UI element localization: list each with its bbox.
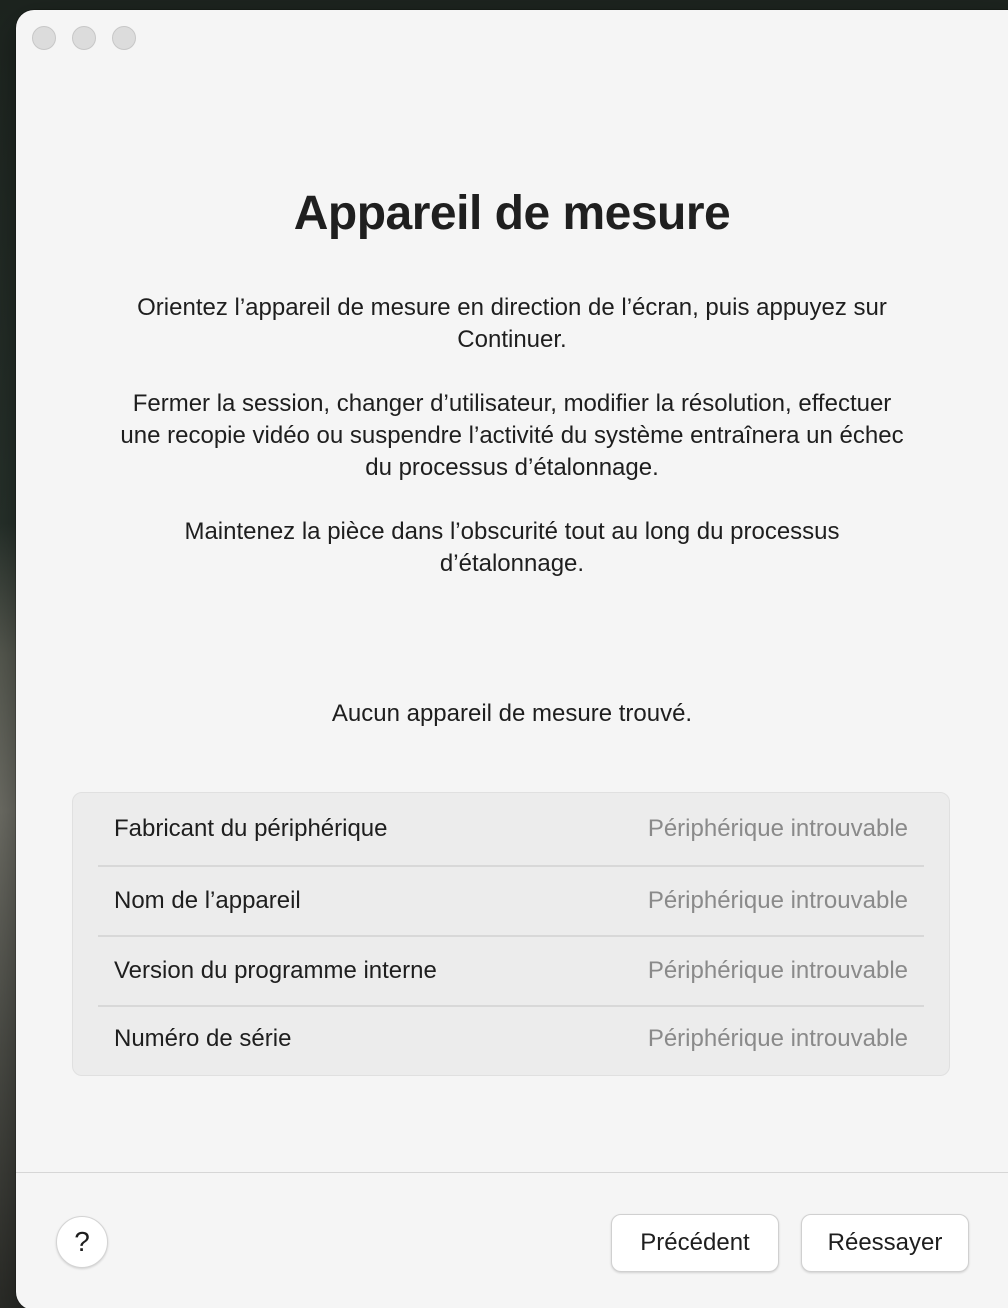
device-info-value: Périphérique introuvable	[647, 1025, 908, 1052]
previous-button[interactable]: Précédent	[611, 1214, 779, 1272]
device-info-value: Périphérique introuvable	[647, 957, 908, 984]
device-info-row	[98, 1007, 924, 1071]
device-info-row	[98, 867, 924, 937]
device-info-label: Nom de l’appareil	[114, 887, 301, 914]
instruction-warning: Fermer la session, changer d’utilisateur, modifier la résolution, effectuer une recopie vidéo ou suspendre l’activité du système entraînera un échec du processus d’étalonnage.	[120, 390, 904, 481]
instruction-point-device: Orientez l’appareil de mesure en direction de l’écran, puis appuyez sur Continuer.	[137, 294, 887, 353]
device-info-label: Fabricant du périphérique	[114, 815, 388, 842]
device-status-text: Aucun appareil de mesure trouvé.	[331, 700, 693, 727]
page-title: Appareil de mesure	[293, 187, 731, 240]
help-button[interactable]: ?	[56, 1216, 108, 1268]
device-info-table	[72, 792, 950, 1076]
instruction-darkness: Maintenez la pièce dans l’obscurité tout au long du processus d’étalonnage.	[184, 518, 840, 577]
device-info-value: Périphérique introuvable	[647, 815, 908, 842]
retry-button[interactable]: Réessayer	[801, 1214, 969, 1272]
calibration-window	[16, 10, 1008, 1308]
window-controls	[32, 26, 136, 50]
close-window-button[interactable]	[32, 26, 56, 50]
device-info-label: Numéro de série	[114, 1025, 292, 1052]
device-info-label: Version du programme interne	[114, 957, 437, 984]
device-info-value: Périphérique introuvable	[647, 887, 908, 914]
device-info-row	[98, 793, 924, 867]
footer-divider	[16, 1172, 1008, 1173]
zoom-window-button[interactable]	[112, 26, 136, 50]
minimize-window-button[interactable]	[72, 26, 96, 50]
device-info-row	[98, 937, 924, 1007]
